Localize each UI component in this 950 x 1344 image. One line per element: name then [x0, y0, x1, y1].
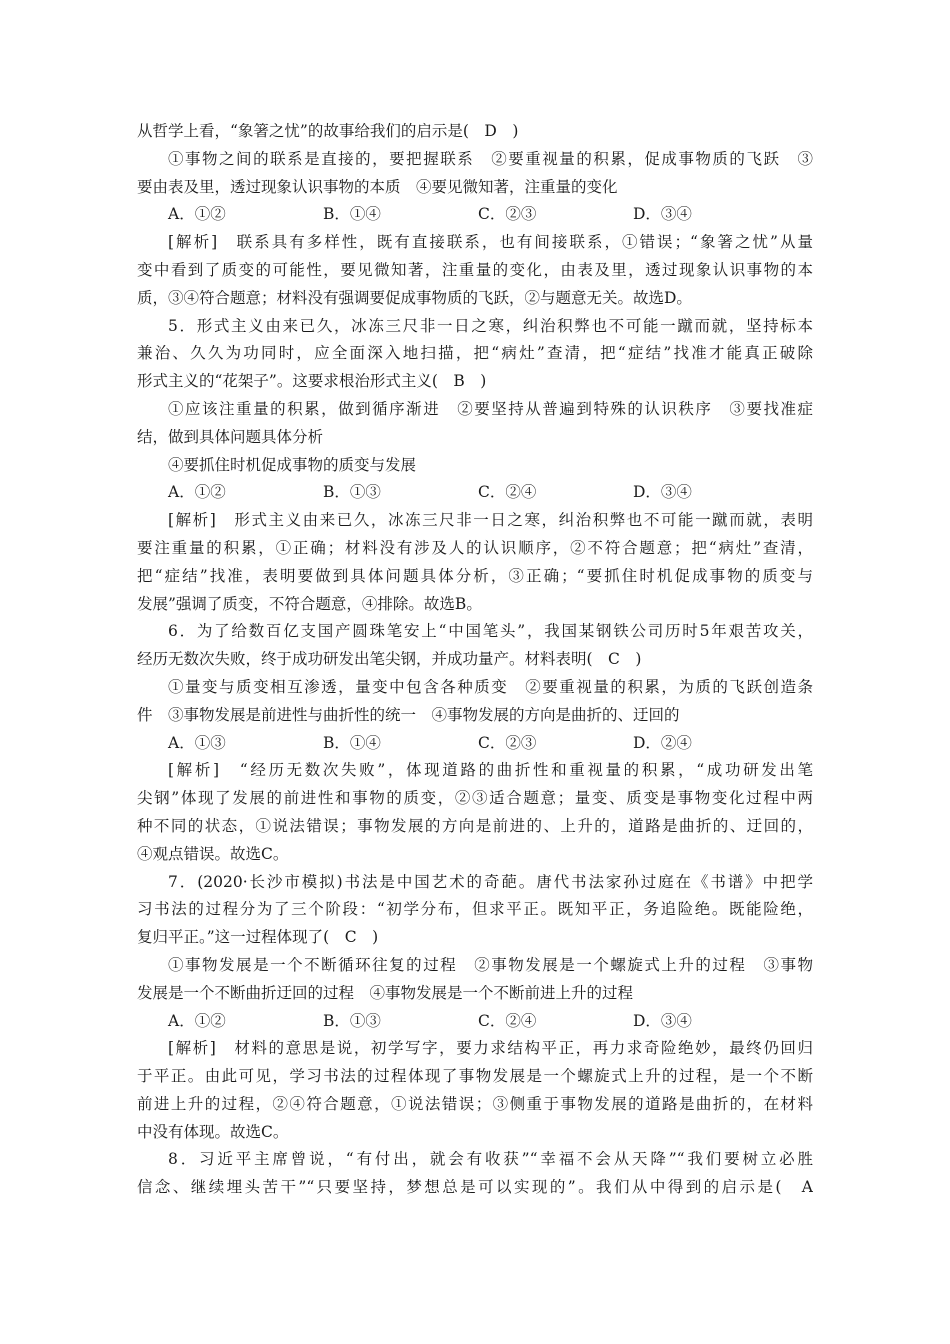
- text-line: 于平正。由此可见，学习书法的过程体现了事物发展是一个螺旋式上升的过程，是一个不断: [137, 1067, 813, 1086]
- text-line: 复归平正。”这一过程体现了( C ): [137, 928, 379, 947]
- option-c: C．②③: [478, 733, 537, 752]
- text-line: 前进上升的过程，②④符合题意，①说法错误；③侧重于事物发展的道路是曲折的，在材料: [137, 1094, 813, 1113]
- option-b: B．①③: [323, 1011, 381, 1030]
- text-line: 信念、继续埋头苦干”“只要坚持，梦想总是可以实现的”。我们从中得到的启示是( A: [137, 1178, 813, 1197]
- text-line: 习书法的过程分为了三个阶段：“初学分布，但求平正。既知平正，务追险绝。既能险绝，: [137, 900, 813, 919]
- text-line: 尖钢”体现了发展的前进性和事物的质变，②③适合题意；量变、质变是事物变化过程中两: [137, 789, 813, 808]
- text-line: 件 ③事物发展是前进性与曲折性的统一 ④事物发展的方向是曲折的、迂回的: [137, 705, 680, 724]
- text-line: ①事物之间的联系是直接的，要把握联系 ②要重视量的积累，促成事物质的飞跃 ③: [168, 149, 813, 168]
- options-row: [137, 479, 813, 507]
- analysis-line: [解析] 材料的意思是说，初学写字，要力求结构平正，再力求奇险绝妙，最终仍回归: [168, 1039, 813, 1058]
- question-line: 8．习近平主席曾说，“有付出，就会有收获”“幸福不会从天降”“我们要树立必胜: [168, 1150, 813, 1169]
- question-line: 6．为了给数百亿支国产圆珠笔安上“中国笔头”，我国某钢铁公司历时5年艰苦攻关，: [168, 622, 813, 641]
- options-row: [137, 201, 813, 229]
- analysis-line: [解析] 形式主义由来已久，冰冻三尺非一日之寒，纠治积弊也不可能一蹴而就，表明: [168, 511, 813, 530]
- text-line: 结，做到具体问题具体分析: [137, 427, 324, 446]
- text-line: 兼治、久久为功同时，应全面深入地扫描，把“病灶”查清，把“症结”找准才能真正破除: [137, 344, 813, 363]
- question-line: 5．形式主义由来已久，冰冻三尺非一日之寒，纠治积弊也不可能一蹴而就，坚持标本: [168, 316, 813, 335]
- option-b: B．①④: [323, 205, 381, 224]
- question-line: 7．(2020·长沙市模拟)书法是中国艺术的奇葩。唐代书法家孙过庭在《书谱》中把学: [168, 872, 813, 891]
- text-line: 把“症结”找准，表明要做到具体问题具体分析，③正确；“要抓住时机促成事物的质变与: [137, 566, 813, 585]
- text-line: ①应该注重量的积累，做到循序渐进 ②要坚持从普遍到特殊的认识秩序 ③要找准症: [168, 399, 813, 418]
- option-d: D．③④: [633, 1011, 692, 1030]
- text-line: 发展是一个不断曲折迂回的过程 ④事物发展是一个不断前进上升的过程: [137, 983, 634, 1002]
- option-c: C．②④: [478, 1011, 537, 1030]
- text-line: ①事物发展是一个不断循环往复的过程 ②事物发展是一个螺旋式上升的过程 ③事物: [168, 955, 813, 974]
- option-b: B．①③: [323, 483, 381, 502]
- text-line: 经历无数次失败，终于成功研发出笔尖钢，并成功量产。材料表明( C ): [137, 650, 642, 669]
- option-a: A．①③: [168, 733, 226, 752]
- option-b: B．①④: [323, 733, 381, 752]
- text-line: 要由表及里，透过现象认识事物的本质 ④要见微知著，注重量的变化: [137, 177, 618, 196]
- document-body: [137, 118, 813, 1202]
- text-line: 发展”强调了质变，不符合题意，④排除。故选B。: [137, 594, 482, 613]
- option-a: A．①②: [168, 205, 226, 224]
- text-line: 从哲学上看，“象箸之忧”的故事给我们的启示是( D ): [137, 122, 519, 140]
- option-c: C．②④: [478, 483, 537, 502]
- text-line: 要注重量的积累，①正确；材料没有涉及人的认识顺序，②不符合题意；把“病灶”查清，: [137, 538, 813, 557]
- text-line: 质，③④符合题意；材料没有强调要促成事物质的飞跃，②与题意无关。故选D。: [137, 288, 692, 307]
- text-line: 中没有体现。故选C。: [137, 1122, 289, 1141]
- text-line: 变中看到了质变的可能性，要见微知著，注重量的变化，由表及里，透过现象认识事物的本: [137, 260, 813, 279]
- option-d: D．③④: [633, 483, 692, 502]
- text-line: 种不同的状态，①说法错误；事物发展的方向是前进的、上升的，道路是曲折的、迂回的，: [137, 816, 813, 835]
- option-a: A．①②: [168, 483, 226, 502]
- text-line: ④要抓住时机促成事物的质变与发展: [168, 455, 417, 474]
- option-a: A．①②: [168, 1011, 226, 1030]
- analysis-line: [解析] “经历无数次失败”，体现道路的曲折性和重视量的积累，“成功研发出笔: [168, 761, 813, 780]
- options-row: [137, 1008, 813, 1036]
- option-d: D．③④: [633, 205, 692, 224]
- options-row: [137, 730, 813, 758]
- text-line: ④观点错误。故选C。: [137, 844, 289, 863]
- option-d: D．②④: [633, 733, 692, 752]
- text-line: ①量变与质变相互渗透，量变中包含各种质变 ②要重视量的积累，为质的飞跃创造条: [168, 677, 813, 696]
- text-line: 形式主义的“花架子”。这要求根治形式主义( B ): [137, 372, 487, 391]
- option-c: C．②③: [478, 205, 537, 224]
- analysis-line: [解析] 联系具有多样性，既有直接联系，也有间接联系，①错误；“象箸之忧”从量: [168, 233, 813, 252]
